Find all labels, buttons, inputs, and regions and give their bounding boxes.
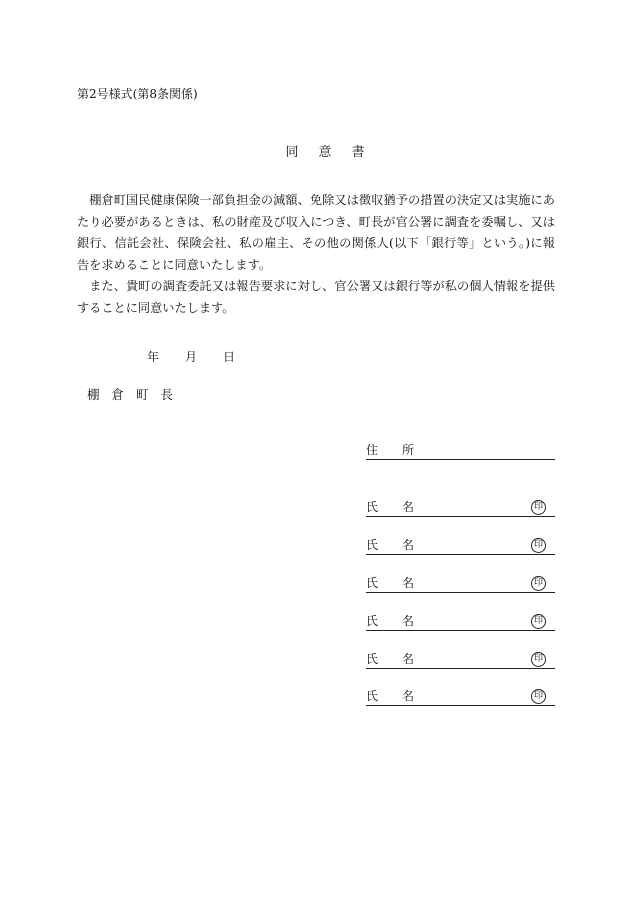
signature-label-2: 名 [402, 652, 415, 666]
date-year-label: 年 [147, 350, 160, 364]
signature-label-1: 氏 [366, 652, 379, 666]
date-month-label: 月 [185, 350, 198, 364]
date-day-label: 日 [223, 350, 236, 364]
signature-label-2: 名 [402, 689, 415, 703]
signature-field[interactable] [366, 614, 555, 631]
signature-label-2: 名 [402, 500, 415, 514]
signature-label-1: 氏 [366, 538, 379, 552]
signature-field[interactable] [366, 689, 555, 706]
document-title: 同意書 [285, 145, 385, 160]
consent-paragraph-1: 棚倉町国民健康保険一部負担金の減額、免除又は徴収猶予の措置の決定又は実施にあたり必要があるときは、私の財産及び収入につき、町長が官公署に調査を委嘱し、又は銀行、信託会社、保険会社、私の雇主、その他の関係人(以下「銀行等」という。)に報告を求めることに同意いたします。 [77, 193, 555, 272]
form-number: 第2号様式(第8条関係) [77, 87, 198, 101]
signature-field[interactable] [366, 576, 555, 593]
signature-label-1: 氏 [366, 500, 379, 514]
address-label-2: 所 [402, 443, 415, 457]
recipient: 棚倉町長 [87, 387, 186, 402]
signature-field[interactable] [366, 500, 555, 517]
seal-icon: 印 [531, 689, 546, 704]
address-label-1: 住 [366, 443, 379, 457]
seal-icon: 印 [531, 576, 546, 591]
seal-icon: 印 [531, 614, 546, 629]
date-line [147, 348, 243, 365]
seal-icon: 印 [531, 500, 546, 515]
seal-icon: 印 [531, 652, 546, 667]
consent-paragraph-2: また、貴町の調査委託又は報告要求に対し、官公署又は銀行等が私の個人情報を提供することに同意いたします。 [77, 279, 555, 315]
signature-label-1: 氏 [366, 614, 379, 628]
signature-field[interactable] [366, 652, 555, 669]
consent-body [77, 190, 555, 319]
signature-field[interactable] [366, 538, 555, 555]
signature-label-1: 氏 [366, 576, 379, 590]
address-field[interactable] [366, 443, 555, 460]
signature-label-2: 名 [402, 614, 415, 628]
signature-label-2: 名 [402, 576, 415, 590]
seal-icon: 印 [531, 538, 546, 553]
signature-label-2: 名 [402, 538, 415, 552]
signature-label-1: 氏 [366, 689, 379, 703]
